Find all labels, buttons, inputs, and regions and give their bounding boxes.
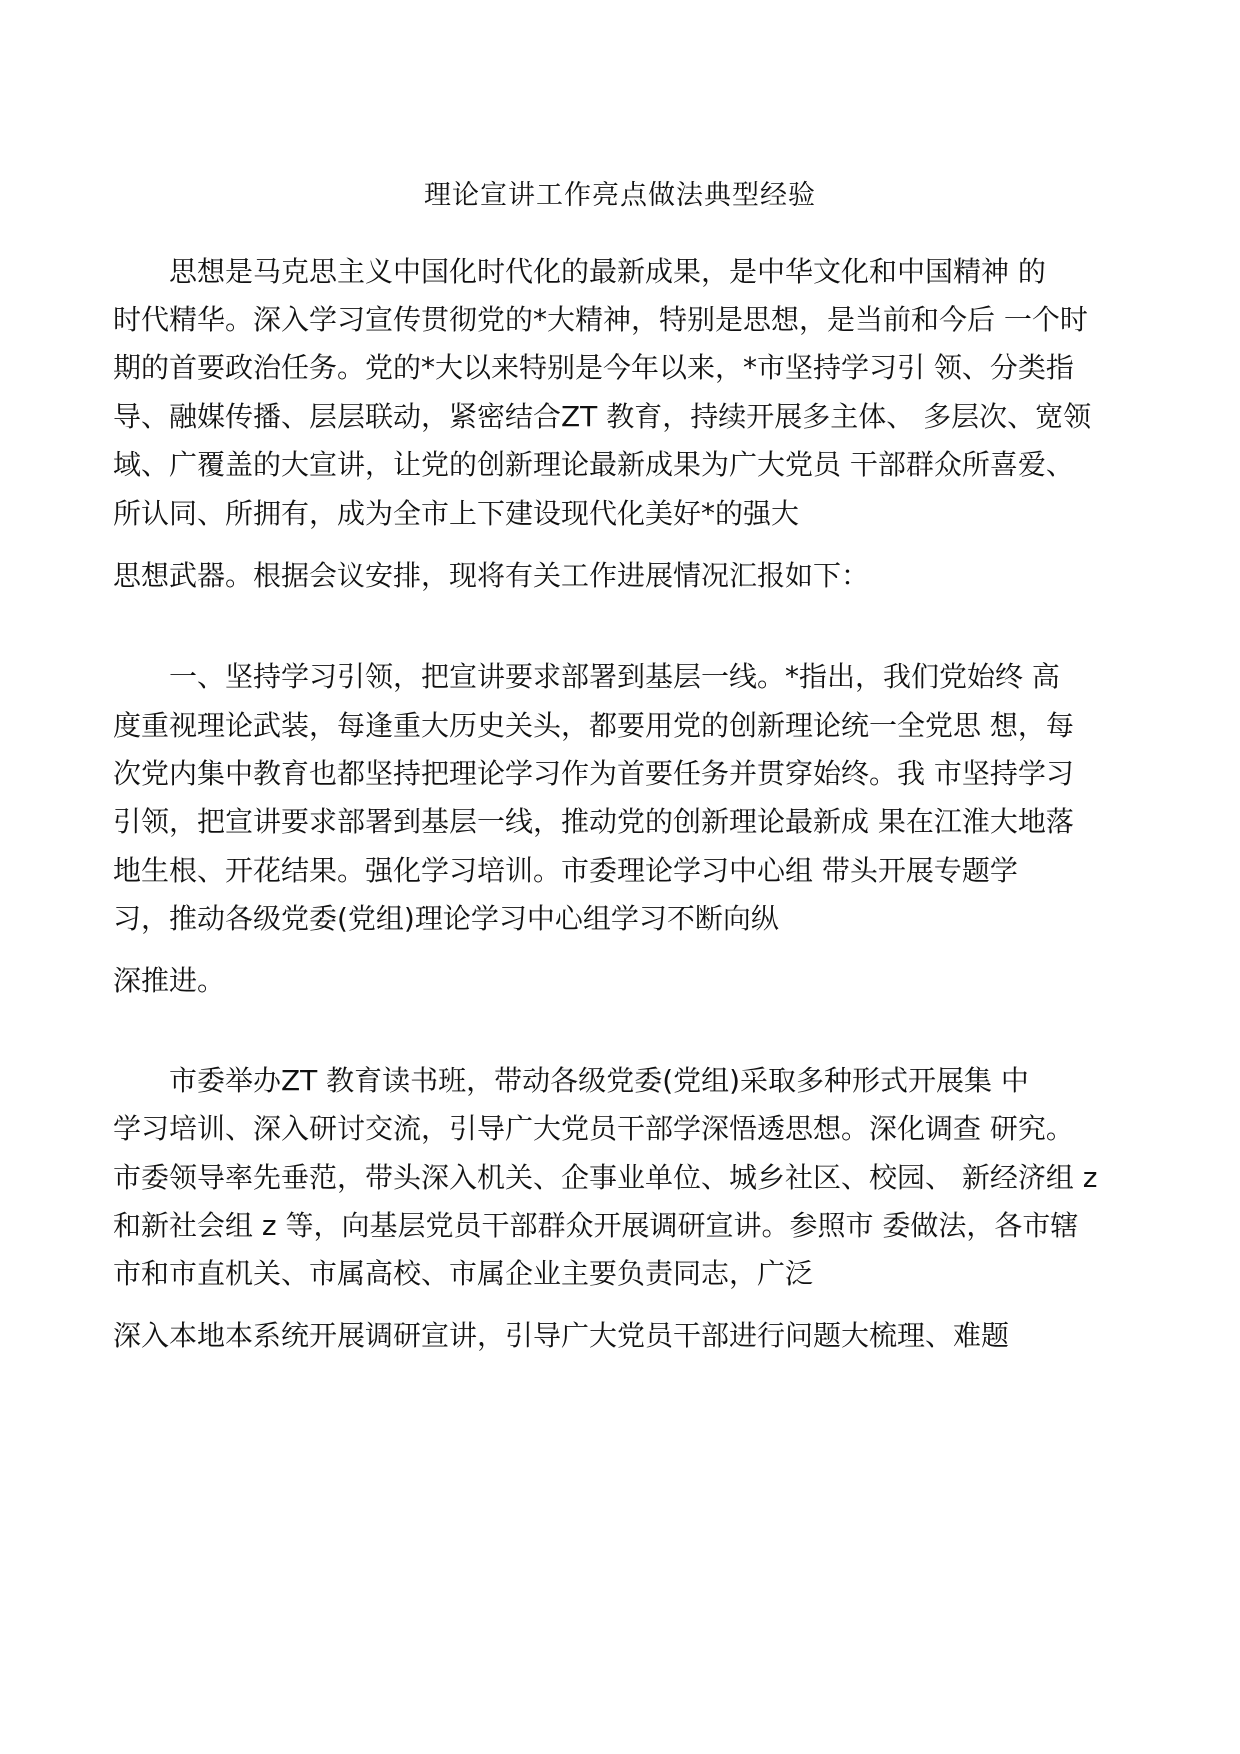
paragraph-3-line-6: 深入本地本系统开展调研宣讲，引导广大党员干部进行问题大梳理、难题 — [113, 1319, 1010, 1352]
paragraph-1-line-5: 域、广覆盖的大宣讲，让党的创新理论最新成果为广大党员 干部群众所喜爱、 — [113, 448, 1074, 481]
document-title: 理论宣讲工作亮点做法典型经验 — [424, 180, 816, 211]
paragraph-3-line-3: 市委领导率先垂范，带头深入机关、企事业单位、城乡社区、校园、 新经济组 z — [113, 1161, 1098, 1194]
paragraph-2-line-3: 次党内集中教育也都坚持把理论学习作为首要任务并贯穿始终。我 市坚持学习 — [113, 757, 1074, 790]
paragraph-3-line-4: 和新社会组 z 等，向基层党员干部群众开展调研宣讲。参照市 委做法，各市辖 — [113, 1209, 1079, 1242]
paragraph-2-line-1: 一、坚持学习引领，把宣讲要求部署到基层一线。*指出，我们党始终 高 — [113, 660, 1060, 693]
paragraph-3-line-5: 市和市直机关、市属高校、市属企业主要负责同志，广泛 — [113, 1257, 814, 1290]
paragraph-2-line-4: 引领，把宣讲要求部署到基层一线，推动党的创新理论最新成 果在江淮大地落 — [113, 805, 1074, 838]
paragraph-1-line-4: 导、融媒传播、层层联动，紧密结合ZT 教育，持续开展多主体、 多层次、宽领 — [113, 400, 1092, 433]
paragraph-2-line-7: 深推进。 — [113, 964, 226, 997]
paragraph-1-line-2: 时代精华。深入学习宣传贯彻党的*大精神，特别是思想，是当前和今后 一个时 — [113, 303, 1088, 336]
paragraph-1-line-7: 思想武器。根据会议安排，现将有关工作进展情况汇报如下： — [113, 559, 870, 592]
paragraph-2-line-2: 度重视理论武装，每逢重大历史关头，都要用党的创新理论统一全党思 想，每 — [113, 709, 1074, 742]
paragraph-3-line-1: 市委举办ZT 教育读书班，带动各级党委(党组)采取多种形式开展集 中 — [113, 1064, 1029, 1097]
paragraph-1-line-1: 思想是马克思主义中国化时代化的最新成果，是中华文化和中国精神 的 — [113, 255, 1046, 288]
paragraph-2-line-5: 地生根、开花结果。强化学习培训。市委理论学习中心组 带头开展专题学 — [113, 854, 1018, 887]
paragraph-1-line-6: 所认同、所拥有，成为全市上下建设现代化美好*的强大 — [113, 497, 800, 530]
paragraph-1-line-3: 期的首要政治任务。党的*大以来特别是今年以来，*市坚持学习引 领、分类指 — [113, 351, 1074, 384]
paragraph-3-line-2: 学习培训、深入研讨交流，引导广大党员干部学深悟透思想。深化调查 研究。 — [113, 1112, 1074, 1145]
paragraph-2-line-6: 习，推动各级党委(党组)理论学习中心组学习不断向纵 — [113, 902, 779, 935]
